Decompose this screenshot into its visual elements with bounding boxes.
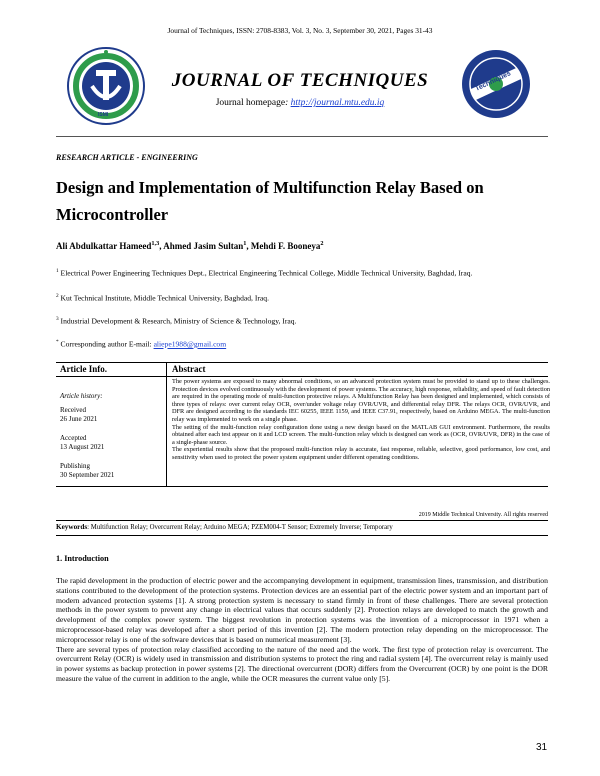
author-2-affil: 1 [243, 240, 247, 247]
homepage-label: Journal homepage [215, 98, 286, 108]
author-3: , Mehdi F. Booneya [246, 241, 321, 251]
introduction-paragraph-1: The rapid development in the production of electric power and the accompanying development in equipment, transmission lines, transmission, and distribution stations contributed to the development of the protection systems. Protection devices are an essential part of the electric power system and an important part of modern advanced protection systems [1]. A strong protection system is necessary to stand firmly in front of these challenges. There are several protection methods in the power system to prevent any change in electrical values that occurs suddenly [2]. Protection relays are developed to match the growth and development of the complex power system. The biggest revolution in protection systems was the invention of a microprocessor in 1971 when a microprocessor-based relay was developed after a short period of this invention [2]. The modern protection relay depending on the microprocessor. The microprocessor relay is one of the software devices that is based on numerical measurement [3]. [56, 576, 548, 644]
author-3-affil: 2 [320, 240, 324, 247]
corresponding-label: Corresponding author E-mail: [58, 339, 154, 349]
affiliation-2-mark: 2 [56, 293, 59, 299]
corresponding-author [56, 339, 546, 349]
author-list [56, 240, 324, 251]
paper-title: Design and Implementation of Multifunction Relay Based on Microcontroller [56, 178, 484, 224]
received-date: 26 June 2021 [60, 415, 98, 423]
author-1-affil: 1,3 [151, 240, 160, 247]
affiliation-3 [56, 316, 546, 326]
abstract-paragraph-2: The setting of the multi-function relay configuration done using a new design based on the MATLAB GUI environment. Furthermore, the results obtained after each test appear on it and LCD screen. The multi-function relay which is designed can work as (OCR, OVR/UVR, DFR) in the case of a single-phase source. [172, 423, 550, 446]
running-header: Journal of Techniques, ISSN: 2708-8383, Vol. 3, No. 3, September 30, 2021, Pages 31-43 [167, 26, 433, 35]
corresponding-email-link[interactable]: aliepe1988@gmail.com [153, 339, 227, 349]
affiliation-3-mark: 3 [56, 316, 59, 322]
journal-title: JOURNAL OF TECHNIQUES [171, 70, 429, 91]
received-block [60, 406, 97, 424]
journal-homepage [150, 98, 450, 108]
article-info-heading: Article Info. [60, 364, 107, 374]
keywords-bottom-rule [56, 535, 548, 536]
author-2: , Ahmed Jasim Sultan [159, 241, 244, 251]
article-type: RESEARCH ARTICLE - ENGINEERING [56, 153, 198, 162]
accepted-date: 13 August 2021 [60, 443, 105, 451]
affiliation-3-text: Industrial Development & Research, Ministry of Science & Technology, Iraq. [58, 316, 297, 326]
affiliation-1 [56, 268, 546, 278]
homepage-link[interactable]: http://journal.mtu.edu.iq [290, 98, 385, 108]
keywords-top-rule [56, 520, 548, 521]
introduction-body [56, 576, 548, 684]
info-column-divider [166, 362, 167, 486]
university-logo [66, 46, 146, 126]
published-label: Publishing [60, 462, 90, 470]
abstract-text [172, 378, 550, 462]
copyright-notice: 2019 Middle Technical University. All rights reserved [418, 512, 548, 518]
published-date: 30 September 2021 [60, 471, 115, 479]
accepted-block [60, 434, 104, 452]
introduction-paragraph-2: There are several types of protection relay classified according to the nature of the need and the work. The first type of protection relay is overcurrent. The overcurrent Relay (OCR) is widely used in transmission and distribution systems to protect the ring and radial system [4]. The overcurrent relay is mainly used in power systems as backup protection in power systems [2]. The directional overcurrent (DOR) differs from the Overcurrent (OCR) by one point is the DOR measure the value of the current in addition to the angle, while the OCR measures the current value only [5]. [56, 644, 548, 683]
published-block [60, 462, 114, 480]
introduction-heading: 1. Introduction [56, 554, 109, 563]
university-logo-text: ISMI [98, 112, 109, 118]
keywords-label: Keywords [56, 523, 88, 531]
keywords-text: : Multifunction Relay; Overcurrent Relay; Arduino MEGA; PZEM004-T Sensor; Extremely Inverse; Temporary [87, 524, 393, 531]
journal-logo [460, 48, 532, 120]
corresponding-mark: * [56, 339, 59, 345]
affiliation-1-text: Electrical Power Engineering Techniques Dept., Electrical Engineering Technical College, Middle Technical University, Baghdad, Iraq. [58, 268, 473, 278]
affiliation-1-mark: 1 [56, 268, 59, 274]
homepage-separator: : [285, 98, 291, 108]
author-1: Ali Abdulkattar Hameed [56, 241, 152, 251]
header-divider [56, 136, 548, 137]
affiliation-2 [56, 293, 546, 303]
abstract-paragraph-1: The power systems are exposed to many abnormal conditions, so an advanced protection system must be provided to stand up to these challenges. Protection devices evolved continuously with the development of power systems. The accuracy, high response, reliability, and speed of fault detection are required in the operating mode of multi-function protective relays. A Multifunction Relay has been designed and implemented, which consists of three types of relays: over current relay OCR, over/under voltage relay OVR/UVR, and differential relay DFR. The relays OCR, OVR/UVR, and DFR are designed according to the standards IEC 60255, IEEE 1159, and IEEE C37.91, respectively, based on Arduino MEGA. The multi-function relay was implemented to work on a single phase. [172, 378, 550, 423]
received-label: Received [60, 406, 87, 414]
keywords [56, 523, 393, 531]
affiliation-2-text: Kut Technical Institute, Middle Technical University, Baghdad, Iraq. [58, 293, 269, 303]
history-label: Article history: [60, 392, 103, 400]
journal-logo-text: Techniques [474, 70, 513, 93]
info-bottom-rule [56, 486, 548, 487]
abstract-heading: Abstract [172, 364, 206, 374]
info-header-rule [56, 376, 548, 377]
abstract-paragraph-3: The experiential results show that the proposed multi-function relay is accurate, fast response, reliable, selective, good performance, low cost, and sensitivity when used to protect the power system equipment under different operating conditions. [172, 446, 550, 461]
page-number: 31 [536, 742, 548, 753]
info-top-rule [56, 362, 548, 363]
accepted-label: Accepted [60, 434, 87, 442]
